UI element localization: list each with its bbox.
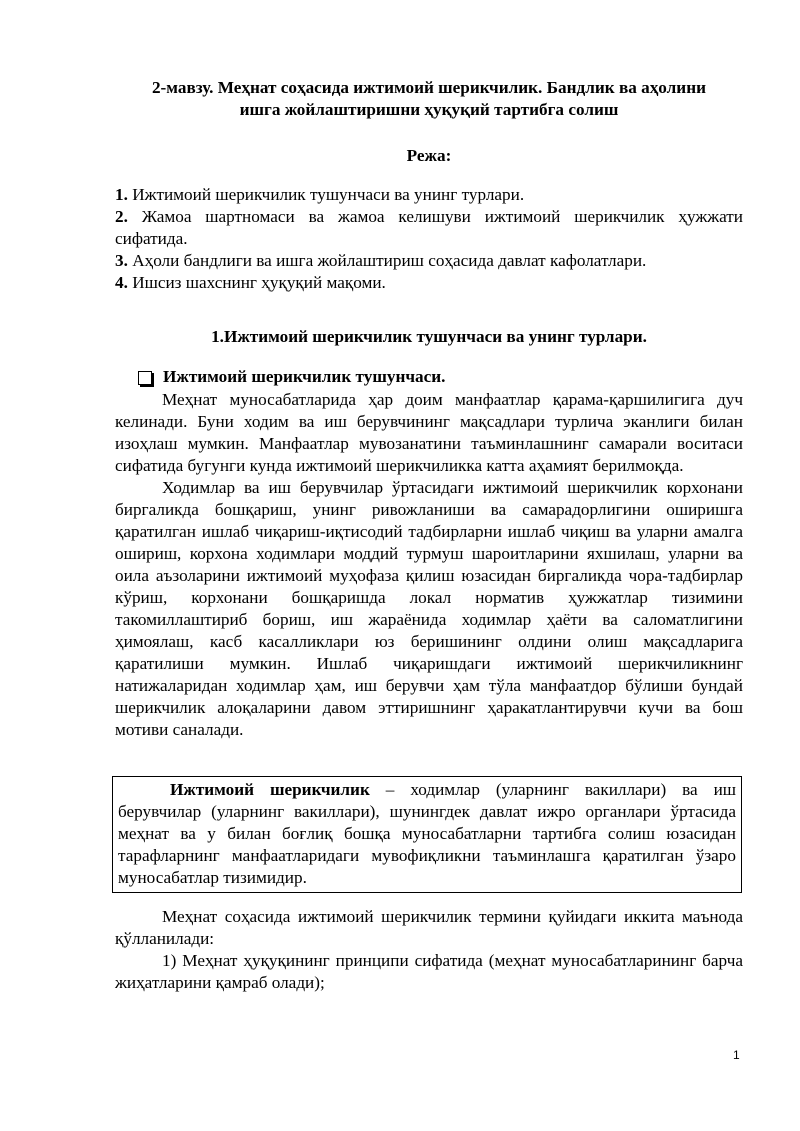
title-line-2: ишга жойлаштиришни ҳуқуқий тартибга солиш xyxy=(239,100,619,119)
plan-heading: Режа: xyxy=(406,146,452,165)
plan-item-text: Аҳоли бандлиги ва ишга жойлаштириш соҳасида давлат кафолатлари. xyxy=(127,251,647,270)
usage-intro: Меҳнат соҳасида ижтимоий шерикчилик термини қуйидаги иккита маънода қўлланилади: xyxy=(115,907,743,948)
plan-item-2 xyxy=(115,206,743,250)
plan-item-number: 1. xyxy=(115,185,128,204)
plan-item-number: 3. xyxy=(115,251,128,270)
plan-item-text: Ишсиз шахснинг ҳуқуқий мақоми. xyxy=(127,273,386,292)
usage-item-1: 1) Меҳнат ҳуқуқининг принципи сифатида (меҳнат муносабатларининг барча жиҳатларини қамраб олади); xyxy=(115,951,743,992)
paragraph-1: Меҳнат муносабатларида ҳар доим манфаатлар қарама-қаршилигига дуч келинади. Буни ходим ва иш берувчининг мақсадлари турлича эканлиги билан изоҳлаш мумкин. Манфаатлар мувозанатини таъминлашнинг самарали воситаси сифатида бугунги кунда ижтимоий шерикчиликка катта аҳамият берилмоқда. xyxy=(115,390,743,475)
definition-text: – ходимлар (уларнинг вакиллари) ва иш берувчилар (уларнинг вакиллари), шунингдек давлат ижро органлари ўртасида меҳнат ва у билан боғлиқ бошқа муносабатларни тартибга солиш юзасидан тарафларнинг манфаатларидаги мувофиқликни таъминлашга қаратилган ўзаро муносабатлар тизимидир. xyxy=(118,780,737,887)
plan-item-3 xyxy=(115,250,743,272)
title-line-1: 2-мавзу. Меҳнат соҳасида ижтимоий шерикчилик. Бандлик ва аҳолини xyxy=(151,78,707,97)
section-heading: 1.Ижтимоий шерикчилик тушунчаси ва унинг турлари. xyxy=(211,327,647,346)
plan-item-1 xyxy=(115,184,743,206)
paragraph-2: Ходимлар ва иш берувчилар ўртасидаги ижтимоий шерикчилик корхонани биргаликда бошқариш, унинг ривожланиши ва самарадорлигини оширишга қаратилган ишлаб чиқариш-иқтисодий тадбирларни ишлаб чиқиш ва уларни амалга ошириш, корхона ходимлари моддий турмуш шароитларини яхшилаш, уларни ва оила аъзоларини ижтимоий муҳофаза қилиш юзасидан биргаликда чора-тадбирлар кўриш, корхонани бошқаришда локал норматив ҳужжатлар тизимини такомиллаштириб бориш, иш жараёнида ходимлар ҳаёти ва саломатлигини ҳимоялаш, касб касалликлари юз беришининг олдини олиш мақсадларига қаратилиши мумкин. Ишлаб чиқаришдаги ижтимоий шерикчиликнинг натижаларидан ходимлар ҳам, иш берувчи ҳам тўла манфаатдор бўлиши бундай шерикчилик алоқаларини давом эттиришнинг ҳаракатлантирувчи кучи ва бош мотиви саналади. xyxy=(115,478,743,739)
usage-section xyxy=(115,906,743,994)
document-page xyxy=(115,77,743,992)
definition-box xyxy=(112,776,742,893)
definition-paragraph xyxy=(118,779,736,889)
plan-item-number: 4. xyxy=(115,273,128,292)
plan-item-text: Ижтимоий шерикчилик тушунчаси ва унинг турлари. xyxy=(127,185,525,204)
plan-item-4 xyxy=(115,272,743,294)
plan-item-text: Жамоа шартномаси ва жамоа келишуви ижтимоий шерикчилик ҳужжати сифатида. xyxy=(115,207,743,248)
document-title xyxy=(115,77,743,121)
plan-item-number: 2. xyxy=(115,207,128,226)
checkbox-bullet-icon xyxy=(138,371,152,385)
plan-list xyxy=(115,184,743,294)
section-body xyxy=(115,389,743,741)
page-number: 1 xyxy=(733,1048,740,1062)
definition-term: Ижтимоий шерикчилик xyxy=(170,780,370,799)
subheading-text: Ижтимоий шерикчилик тушунчаси. xyxy=(163,367,446,386)
subheading xyxy=(138,366,445,388)
